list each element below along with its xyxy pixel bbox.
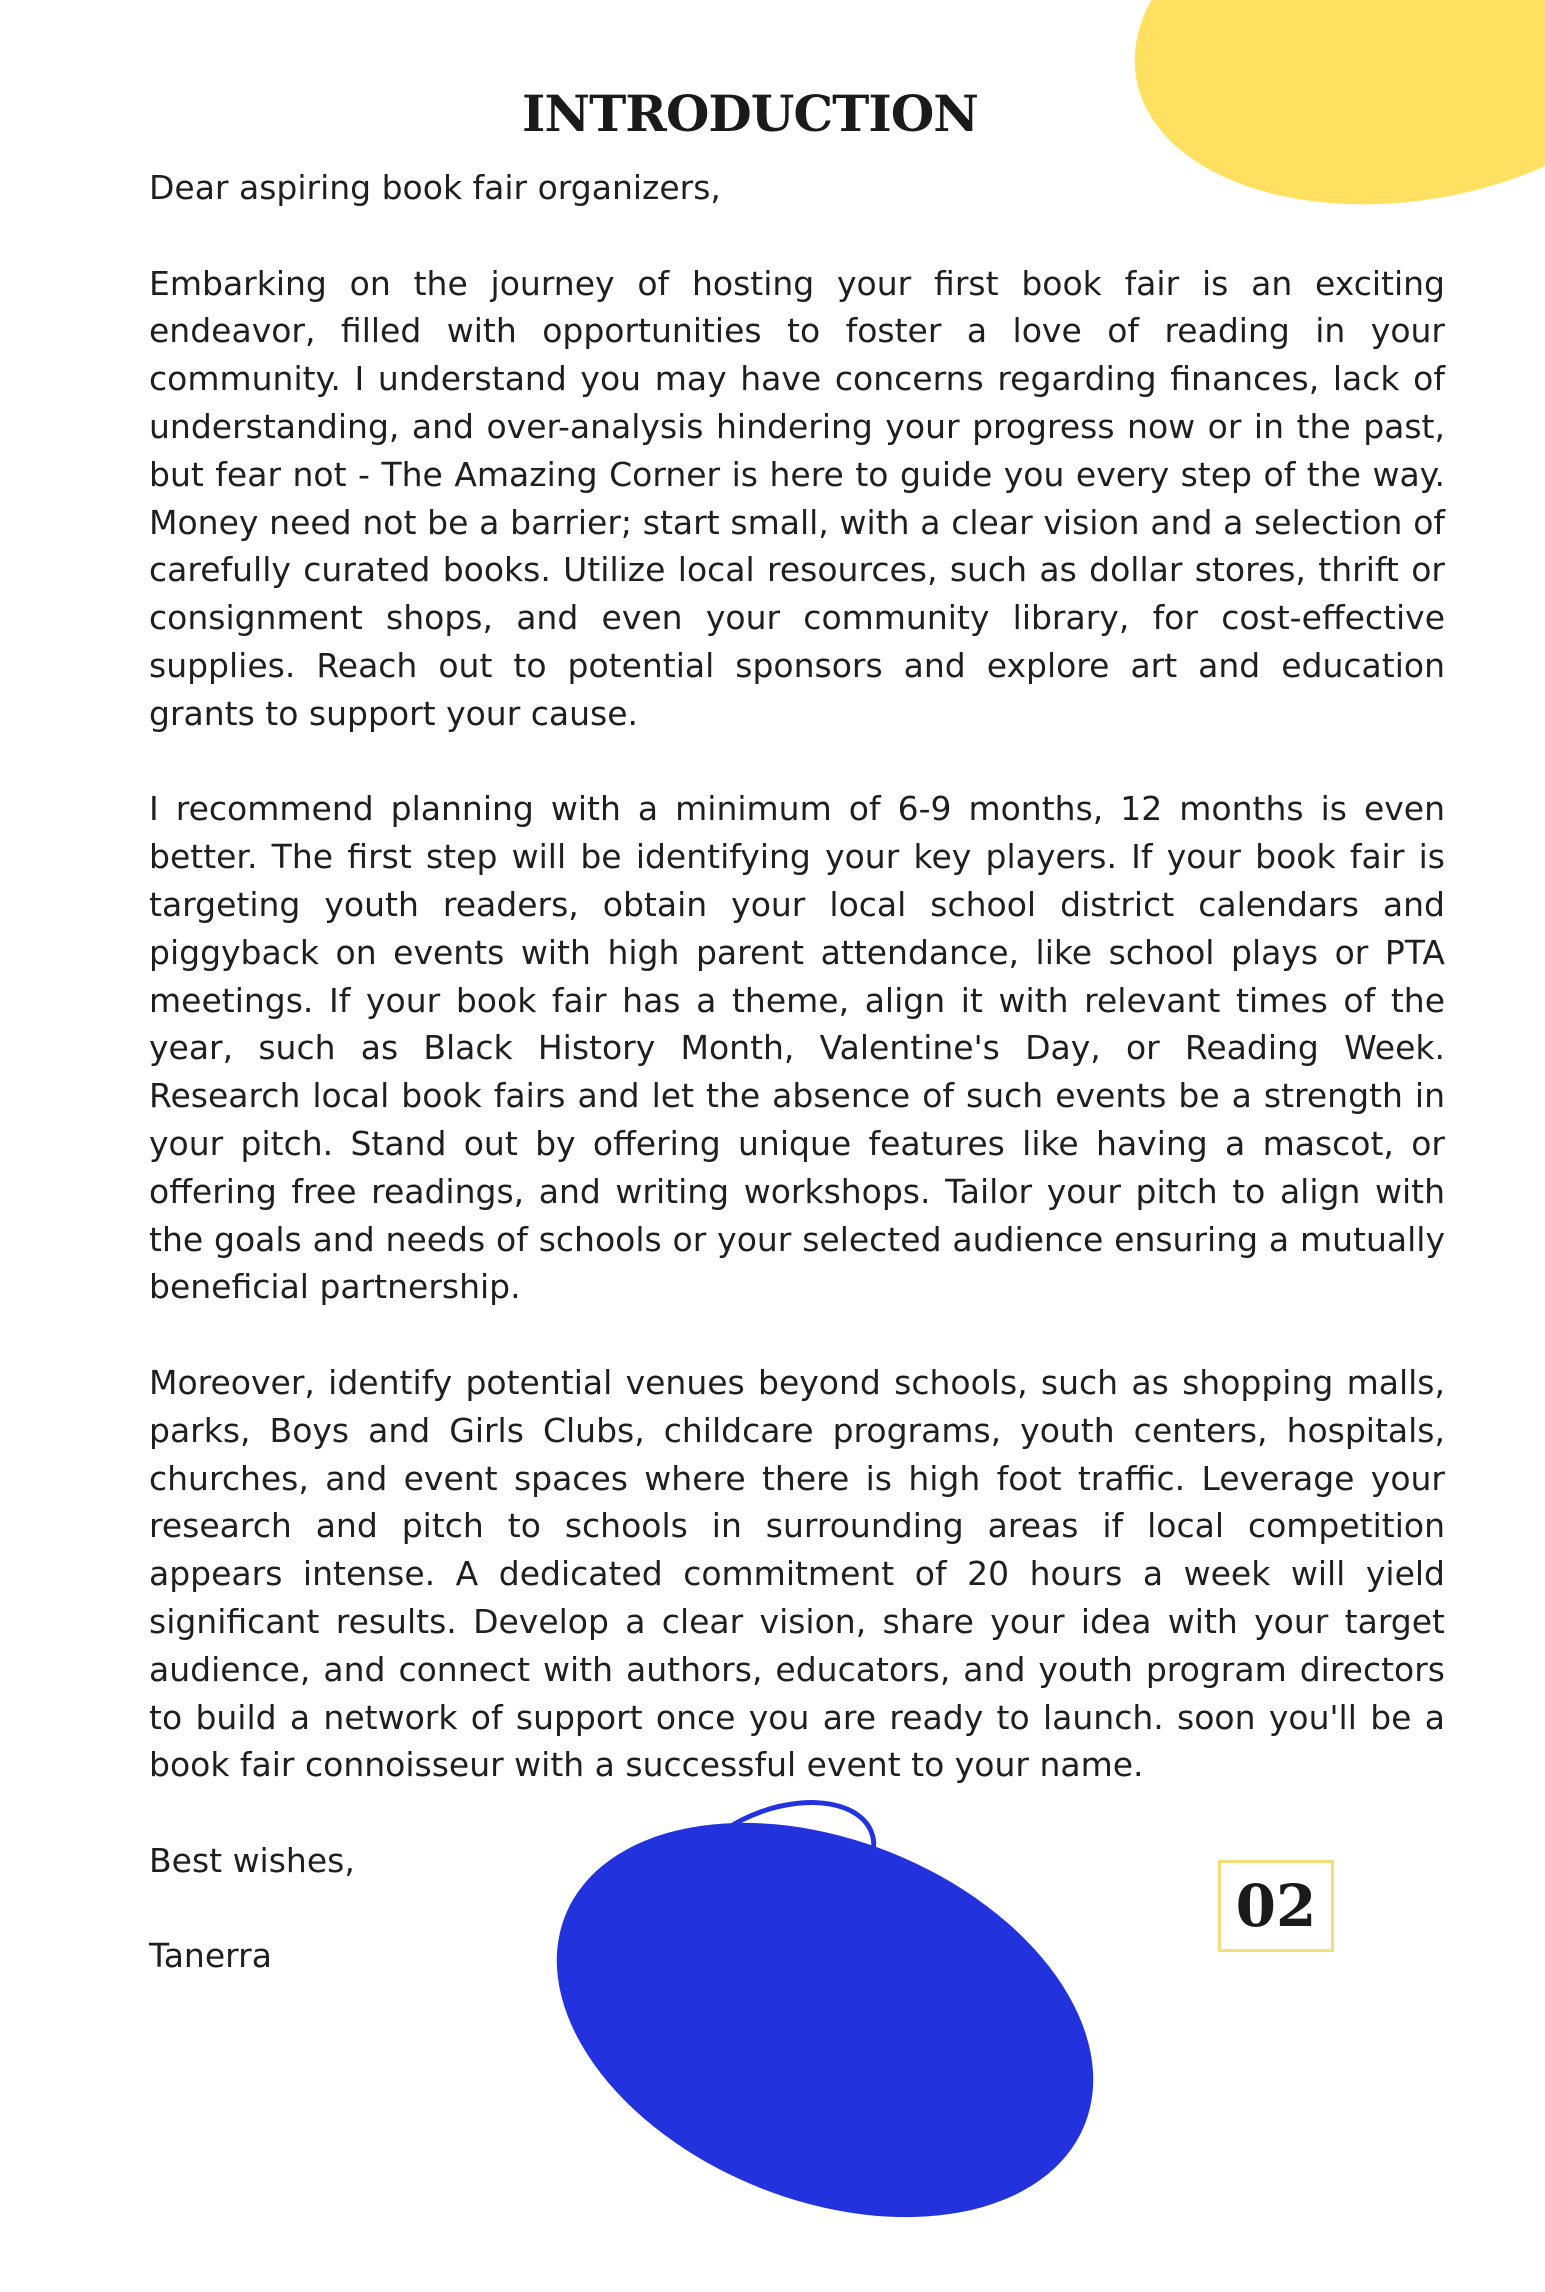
- letter-greeting: Dear aspiring book fair organizers,: [149, 168, 721, 207]
- page-title: INTRODUCTION: [521, 84, 979, 143]
- letter-signature: Tanerra: [149, 1936, 272, 1976]
- letter-paragraph-3: Moreover, identify potential venues beyond schools, such as shopping malls, parks, Boys and Girls Clubs, childcare programs, youth centers, hospitals, churches, and event spaces where there is high foot traffic. Leverage your research and pitch to schools in surrounding areas if local competition appears intense. A dedicated commitment of 20 hours a week will yield significant results. Develop a clear vision, share your idea with your target audience, and connect with authors, educators, and youth program directors to build a network of support once you are ready to launch. soon you'll be a book fair connoisseur with a successful event to your name.: [149, 1362, 1445, 1785]
- letter-closing: Best wishes,: [149, 1840, 355, 1880]
- letter-paragraph-1: Embarking on the journey of hosting your first book fair is an exciting endeavor, filled with opportunities to foster a love of reading in your community. I understand you may have concerns regarding finances, lack of understanding, and over-analysis hindering your progress now or in the past, but fear not - The Amazing Corner is here to guide you every step of the way. Money need not be a barrier; start small, with a clear vision and a selection of carefully curated books. Utilize local resources, such as dollar stores, thrift or consignment shops, and even your community library, for cost-effective supplies. Reach out to potential sponsors and explore art and education grants to support your cause.: [149, 263, 1445, 733]
- page-number: 02: [1235, 1872, 1317, 1940]
- page-number-box: [1218, 1860, 1334, 1952]
- letter-body: [149, 164, 1445, 1980]
- letter-paragraph-2: I recommend planning with a minimum of 6-9 months, 12 months is even better. The first step will be identifying your key players. If your book fair is targeting youth readers, obtain your local school district calendars and piggyback on events with high parent attendance, like school plays or PTA meetings. If your book fair has a theme, align it with relevant times of the year, such as Black History Month, Valentine's Day, or Reading Week. Research local book fairs and let the absence of such events be a strength in your pitch. Stand out by offering unique features like having a mascot, or offering free readings, and writing workshops. Tailor your pitch to align with the goals and needs of schools or your selected audience ensuring a mutually beneficial partnership.: [149, 789, 1445, 1307]
